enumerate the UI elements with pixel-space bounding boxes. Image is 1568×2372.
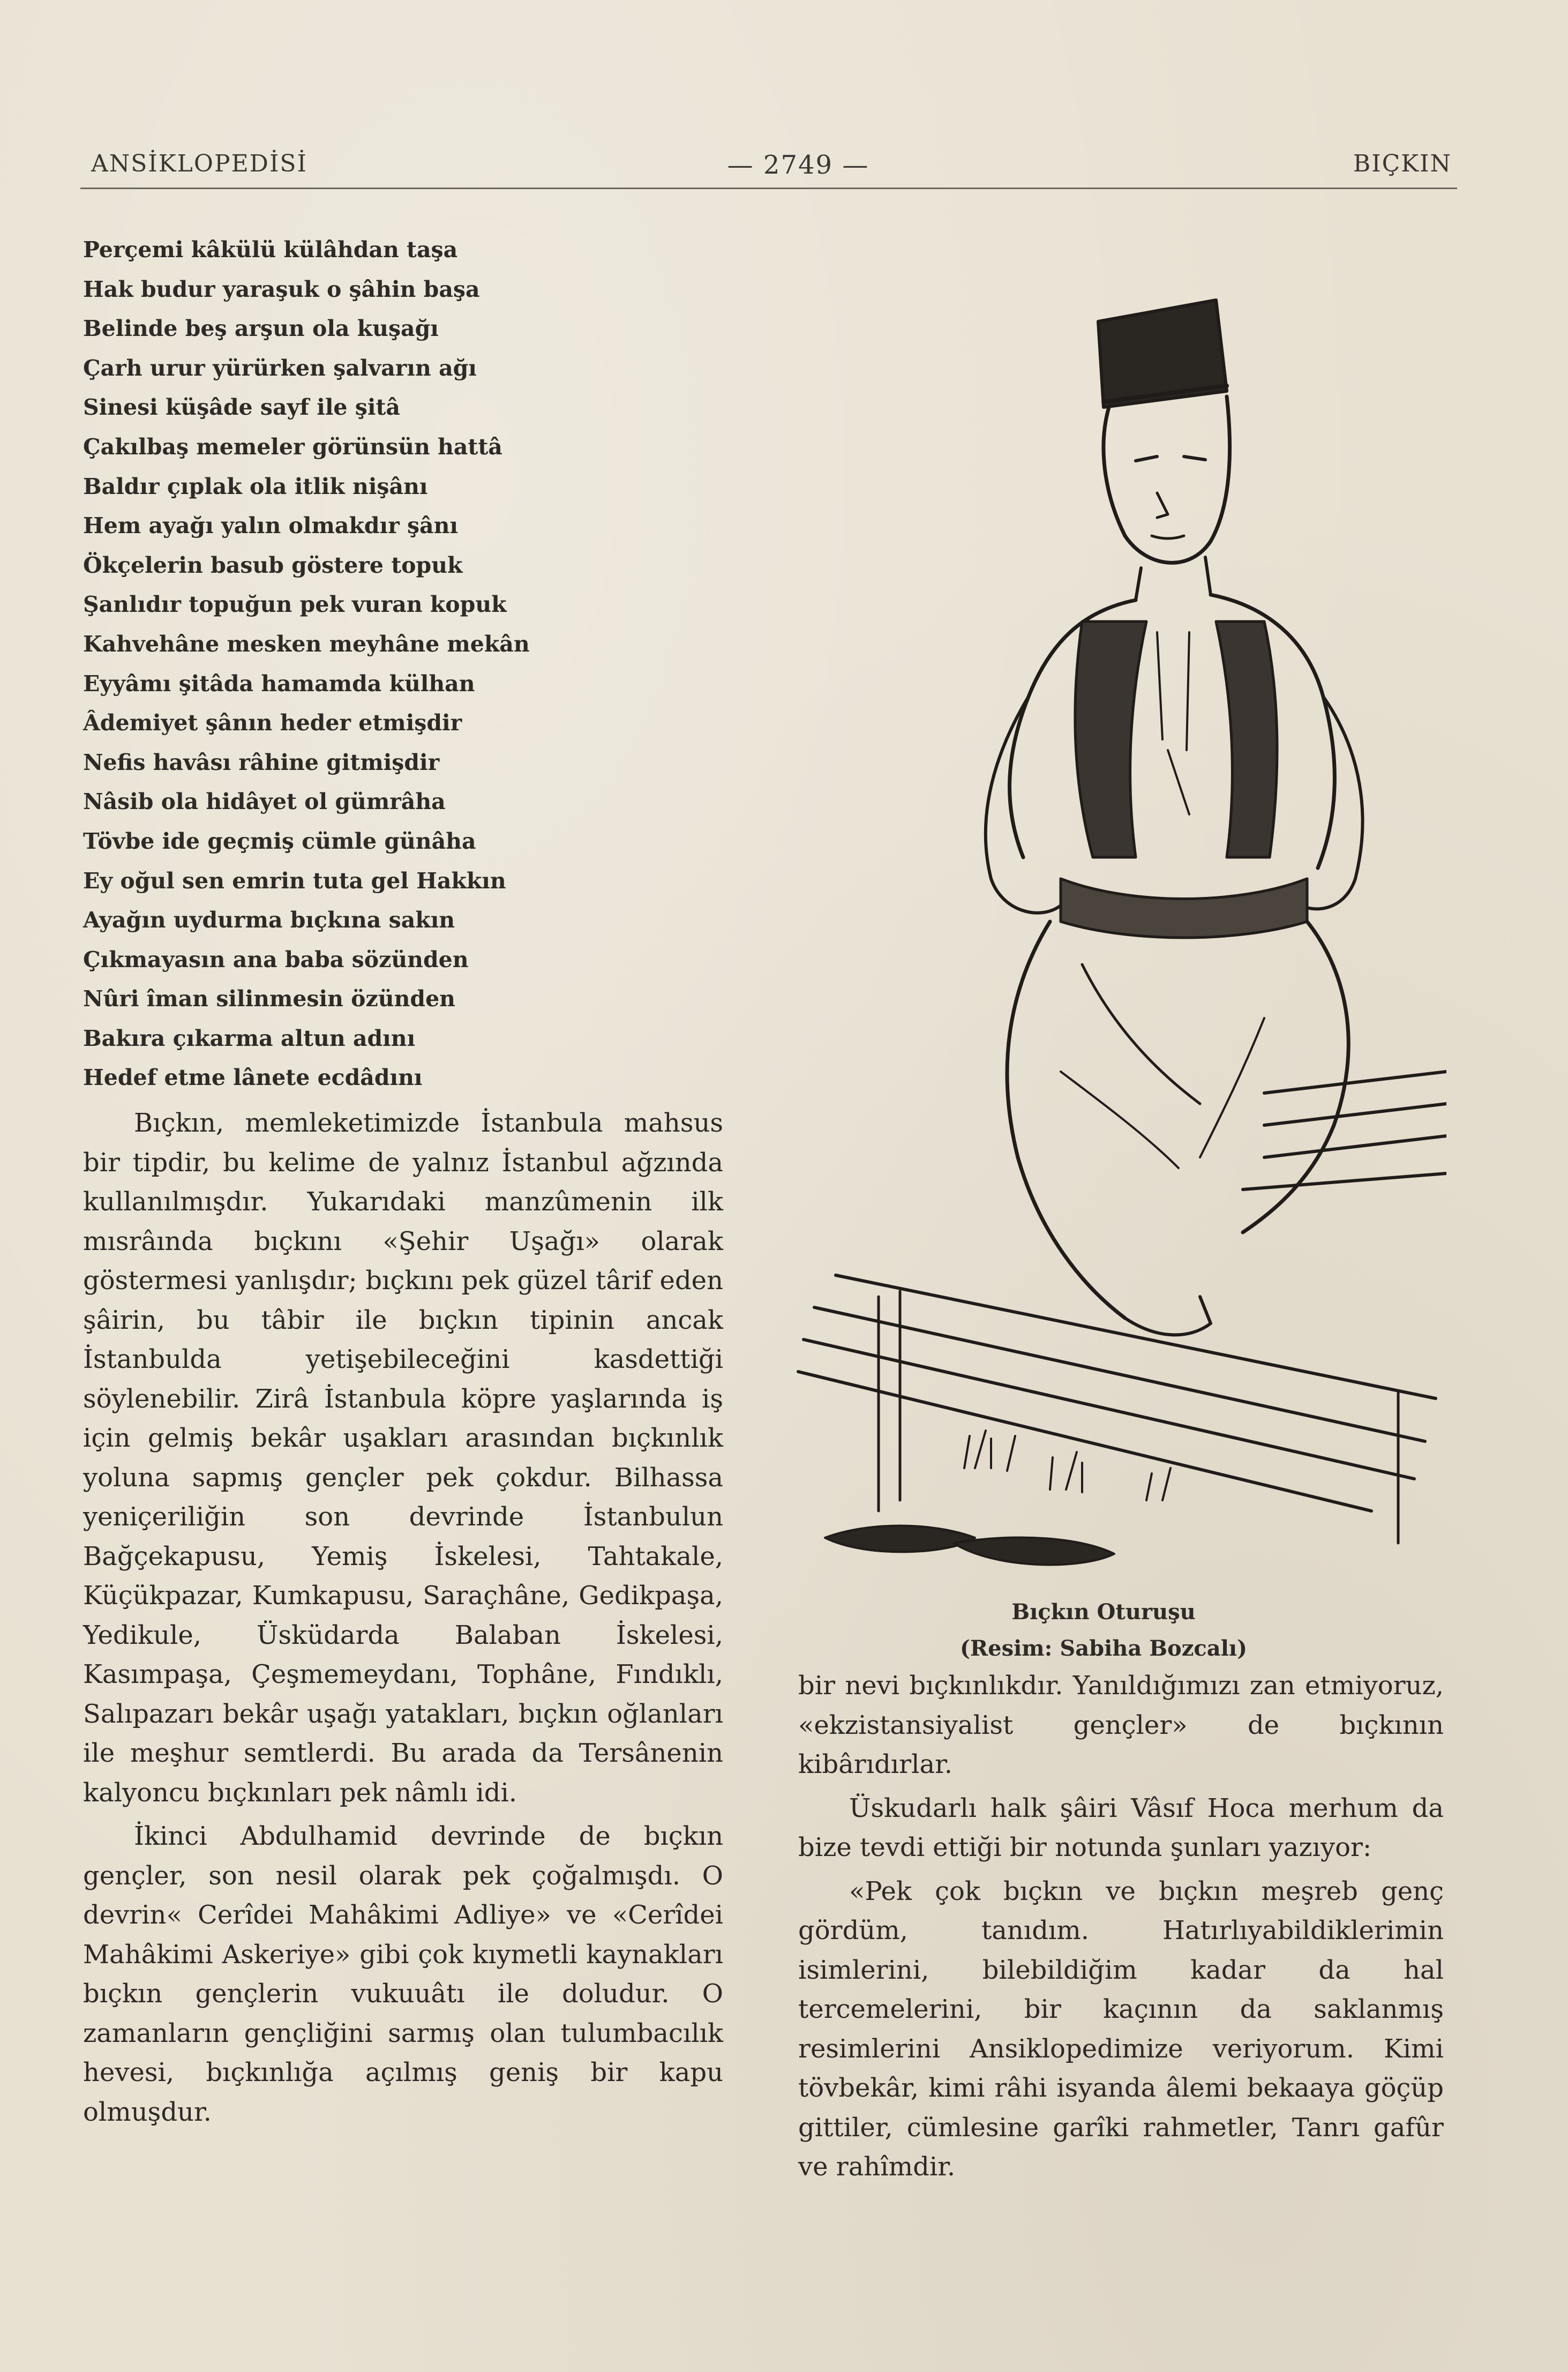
verse-line: Hem ayağı yalın olmakdır şânı — [83, 513, 459, 539]
verse-line: Şanlıdır topuğun pek vuran kopuk — [83, 592, 507, 618]
header-page-number: — 2749 — — [727, 150, 869, 180]
verse-line: Hedef etme lânete ecdâdını — [83, 1065, 423, 1091]
verse-line: Çarh urur yürürken şalvarın ağı — [83, 355, 477, 381]
verse-line: Perçemi kâkülü külâhdan taşa — [83, 237, 458, 263]
verse-line: Belinde beş arşun ola kuşağı — [83, 316, 439, 342]
paragraph: Üskudarlı halk şâiri Vâsıf Hoca merhum da bize tevdi ettiği bir notunda şunları yazıyor: — [798, 1793, 1444, 1862]
verse-line: Nâsib ola hidâyet ol gümrâha — [83, 789, 446, 815]
verse-line: Nefis havâsı râhine gitmişdir — [83, 749, 440, 775]
verse-line: Nûri îman silinmesin özünden — [83, 986, 455, 1012]
verse-line: Eyyâmı şitâda hamamda külhan — [83, 670, 475, 697]
right-text-column — [798, 1666, 1444, 2187]
verse-line: Âdemiyet şânın heder etmişdir — [83, 710, 462, 736]
paragraph: bir nevi bıçkınlıkdır. Yanıldığımızı zan etmiyoruz, «ekzistansiyalist gençler» de bıçkının kibârıdırlar. — [798, 1671, 1444, 1779]
verse-line: Bakıra çıkarma altun adını — [83, 1025, 416, 1051]
paragraph: «Pek çok bıçkın ve bıçkın meşreb genç gördüm, tanıdım. Hatırlıyabildiklerimin isimlerini, bilebildiğim kadar da hal tercemelerini, bir kaçının da saklanmış resimlerini Ansiklopedimize veriyorum. Kimi tövbekâr, kimi râhi isyanda âlemi bekaaya göçüp gittiler, cümlesine garîki rahmetler, Tanrı gafûr ve rahîmdir. — [798, 1876, 1444, 2182]
verse-line: Kahvehâne mesken meyhâne mekân — [83, 631, 530, 657]
verse-line: Ayağın uydurma bıçkına sakın — [83, 907, 455, 933]
caption-title: Bıçkın Oturuşu — [1011, 1599, 1196, 1625]
paragraph: İkinci Abdulhamid devrinde de bıçkın gençler, son nesil olarak pek çoğalmışdı. O devrin« Cerîdei Mahâkimi Adliye» ve «Cerîdei Mahâkimi Askeriye» gibi çok kıymetli kaynakları bıçkın gençlerin vukuuâtı ile doludur. O zamanların gençliğini sarmış olan tulumbacılık hevesi, bıçkınlığa açılmış geniş bir kapu olmuşdur. — [83, 1821, 723, 2127]
header-encyclopedia-title: ANSİKLOPEDİSİ — [91, 150, 307, 177]
verse-line: Çakılbaş memeler görünsün hattâ — [83, 433, 502, 460]
verse-line: Çıkmayasın ana baba sözünden — [83, 946, 469, 972]
figure-caption — [836, 1594, 1371, 1667]
poem-verse — [83, 230, 715, 1098]
verse-line: Tövbe ide geçmiş cümle günâha — [83, 828, 476, 854]
verse-line: Hak budur yaraşuk o şâhin başa — [83, 276, 480, 302]
running-header — [91, 145, 1452, 188]
header-entry-word: BIÇKIN — [1353, 150, 1452, 177]
verse-line: Sinesi küşâde sayf ile şitâ — [83, 394, 400, 421]
sketch-drawing — [675, 214, 1446, 1586]
verse-line: Baldır çıplak ola itlik nişânı — [83, 473, 428, 499]
left-text-column — [83, 1104, 723, 2132]
paragraph: Bıçkın, memleketimizde İstanbula mahsus bir tipdir, bu kelime de yalnız İstanbul ağzında kullanılmışdır. Yukarıdaki manzûmenin ilk mısrâında bıçkını «Şehir Uşağı» olarak göstermesi yanlışdır; bıçkını pek güzel târif eden şâirin, bu tâbir ile bıçkın tipinin ancak İstanbulda yetişebileceğini kasdettiği söylenebilir. Zirâ İstanbula köpre yaşlarında iş için gelmiş bekâr uşakları arasından bıçkınlık yoluna sapmış gençler pek çokdur. Bilhassa yeniçeriliğin son devrinde İstanbulun Bağçekapusu, Yemiş İskelesi, Tahtakale, Küçükpazar, Kumkapusu, Saraçhâne, Gedikpaşa, Yedikule, Üsküdarda Balaban İskelesi, Kasımpaşa, Çeşmemeydanı, Tophâne, Fındıklı, Salıpazarı bekâr uşağı yatakları, bıçkın oğlanları ile meşhur semtlerdi. Bu arada da Tersânenin kalyoncu bıçkınları pek nâmlı idi. — [83, 1108, 723, 1808]
header-divider — [80, 188, 1457, 189]
verse-line: Ökçelerin basub göstere topuk — [83, 552, 463, 578]
caption-credit: (Resim: Sabiha Bozcalı) — [959, 1636, 1248, 1661]
illustration-seated-man — [675, 214, 1446, 1586]
verse-line: Ey oğul sen emrin tuta gel Hakkın — [83, 867, 506, 894]
